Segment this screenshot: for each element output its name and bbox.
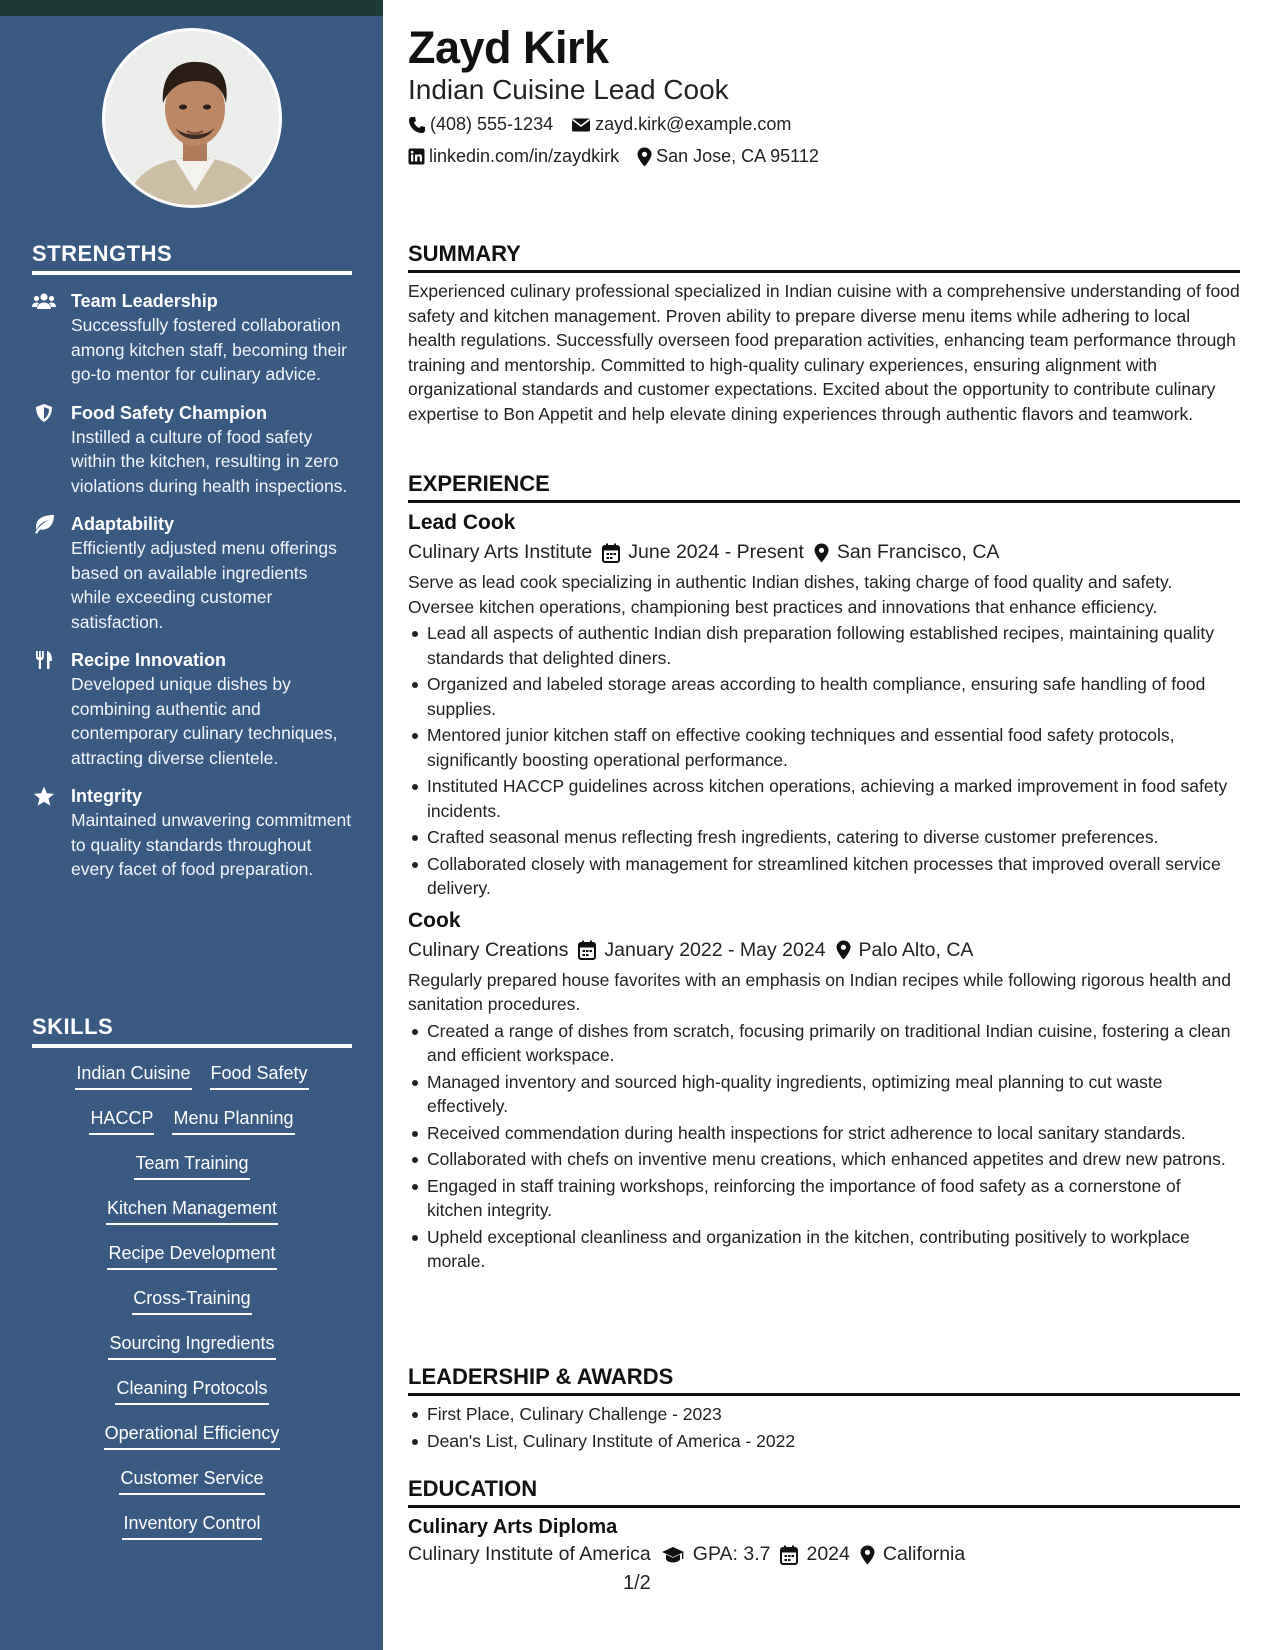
calendar-icon [780, 1545, 798, 1565]
education-year: 2024 [806, 1543, 850, 1565]
strengths-section [32, 241, 352, 882]
strength-description: Instilled a culture of food safety within the kitchen, resulting in zero violations during health inspections. [71, 426, 348, 496]
linkedin-contact [408, 146, 619, 167]
phone-text[interactable]: (408) 555-1234 [430, 114, 554, 134]
job-entry [408, 909, 1240, 1274]
education-year-item [780, 1543, 849, 1566]
education-gpa-item [661, 1543, 771, 1566]
job-bullets [408, 621, 1240, 901]
strength-item [32, 784, 352, 882]
job-company: Culinary Arts Institute [408, 541, 593, 563]
job-location-item [836, 939, 974, 962]
linkedin-text[interactable]: linkedin.com/in/zaydkirk [429, 146, 620, 166]
summary-section [408, 241, 1240, 426]
job-dates-item [578, 939, 825, 962]
skill-tag: Cleaning Protocols [115, 1375, 268, 1405]
skill-tag: Sourcing Ingredients [108, 1330, 275, 1360]
contact-row [408, 114, 791, 135]
candidate-title: Indian Cuisine Lead Cook [408, 74, 729, 105]
summary-text: Experienced culinary professional specialized in Indian cuisine with a comprehensive understanding of food safety and kitchen management. Proven ability to prepare diverse menu items while adhering to local health regulations. Successfully overseen food preparation activities, enhancing team performance through training and mentorship. Committed to high-quality culinary experiences, ensuring alignment with organizational standards and customer expectations. Excited about the opportunity to contribute culinary expertise to Bon Appetit and help elevate dining experiences through authentic flavors and teamwork. [408, 281, 1240, 424]
job-location: Palo Alto, CA [858, 938, 974, 961]
skills-section [32, 1014, 352, 1555]
job-dates: January 2022 - May 2024 [604, 938, 826, 961]
awards-heading: LEADERSHIP & AWARDS [408, 1364, 1240, 1396]
skill-tag: Kitchen Management [106, 1195, 278, 1225]
location-text: San Jose, CA 95112 [656, 146, 819, 166]
strength-description: Efficiently adjusted menu offerings based on available ingredients while exceeding customer satisfaction. [71, 538, 337, 632]
strength-item [32, 401, 352, 499]
job-role: Cook [408, 908, 461, 932]
job-meta [408, 541, 1240, 564]
job-location: San Francisco, CA [836, 541, 1000, 563]
skill-tag: Food Safety [210, 1060, 309, 1090]
strength-item [32, 648, 352, 770]
calendar-icon [578, 940, 596, 960]
skill-tag: HACCP [89, 1105, 154, 1135]
map-pin-icon [860, 1545, 875, 1565]
job-bullet: Crafted seasonal menus reflecting fresh ingredients, catering to diverse customer preferences. [408, 825, 1240, 850]
job-bullet: Engaged in staff training workshops, reinforcing the importance of food safety as a cornerstone of kitchen integrity. [408, 1174, 1240, 1223]
location-contact [637, 146, 819, 167]
job-role: Lead Cook [408, 511, 516, 534]
sidebar [0, 0, 383, 1650]
utensils-icon [32, 649, 56, 671]
strength-item [32, 512, 352, 634]
education-heading: EDUCATION [408, 1476, 1240, 1508]
job-meta [408, 939, 1240, 962]
job-bullet: Managed inventory and sourced high-quality ingredients, optimizing meal planning to cut waste effectively. [408, 1070, 1240, 1119]
phone-icon [408, 116, 426, 134]
education-school: Culinary Institute of America [408, 1543, 651, 1565]
skill-tag: Menu Planning [172, 1105, 294, 1135]
job-description: Serve as lead cook specializing in authentic Indian dishes, taking charge of food quality and safety. Oversee kitchen operations, championing best practices and innovations that enhance efficiency. [408, 572, 1173, 617]
skill-tag: Cross-Training [132, 1285, 251, 1315]
map-pin-icon [836, 940, 851, 960]
strength-title: Adaptability [71, 514, 175, 534]
job-bullet: Created a range of dishes from scratch, focusing primarily on traditional Indian cuisine, fostering a clean and efficient workspace. [408, 1019, 1240, 1068]
strengths-heading: STRENGTHS [32, 241, 352, 275]
job-bullet: Received commendation during health inspections for strict adherence to local sanitary standards. [408, 1121, 1240, 1146]
sidebar-top-bar [0, 0, 383, 16]
strength-description: Maintained unwavering commitment to quality standards throughout every facet of food preparation. [71, 810, 352, 879]
skills-list [32, 1060, 352, 1555]
job-entry [408, 511, 1240, 901]
summary-heading: SUMMARY [408, 241, 1240, 273]
job-bullet: Collaborated with chefs on inventive menu creations, which enhanced appetites and drew new patrons. [408, 1147, 1240, 1172]
users-icon [32, 290, 56, 312]
skills-heading: SKILLS [32, 1014, 352, 1048]
skill-tag: Team Training [134, 1150, 249, 1180]
strength-title: Integrity [71, 786, 143, 806]
awards-list [408, 1402, 1240, 1453]
education-degree: Culinary Arts Diploma [408, 1516, 618, 1538]
job-company: Culinary Creations [408, 938, 569, 961]
skill-tag: Operational Efficiency [104, 1420, 281, 1450]
job-bullets [408, 1019, 1240, 1274]
page-number: 1/2 [623, 1572, 651, 1594]
skill-tag: Indian Cuisine [75, 1060, 191, 1090]
strength-title: Team Leadership [71, 291, 218, 311]
job-location-item [814, 541, 1000, 564]
job-bullet: Upheld exceptional cleanliness and organization in the kitchen, contributing positively to workplace morale. [408, 1225, 1240, 1274]
email-text[interactable]: zayd.kirk@example.com [595, 114, 792, 134]
award-item: Dean's List, Culinary Institute of America - 2022 [408, 1429, 1240, 1454]
job-bullet: Organized and labeled storage areas according to health compliance, ensuring safe handling of food supplies. [408, 672, 1240, 721]
education-location: California [882, 1543, 966, 1565]
awards-section [408, 1364, 1240, 1453]
award-item: First Place, Culinary Challenge - 2023 [408, 1402, 1240, 1427]
strength-description: Developed unique dishes by combining authentic and contemporary culinary techniques, attracting diverse clientele. [71, 674, 338, 768]
contact-row-2 [408, 146, 819, 167]
linkedin-icon [408, 148, 425, 165]
job-bullet: Lead all aspects of authentic Indian dish preparation following established recipes, maintaining quality standards that delighted diners. [408, 621, 1240, 670]
graduation-cap-icon [661, 1546, 685, 1564]
envelope-icon [571, 117, 591, 133]
leaf-icon [32, 513, 56, 535]
phone-contact [408, 114, 553, 135]
shield-icon [32, 402, 56, 424]
education-gpa: GPA: 3.7 [692, 1543, 771, 1565]
job-bullet: Instituted HACCP guidelines across kitchen operations, achieving a marked improvement in food safety incidents. [408, 774, 1240, 823]
candidate-name: Zayd Kirk [408, 22, 609, 73]
email-contact [571, 114, 791, 135]
calendar-icon [602, 543, 620, 563]
avatar [102, 28, 282, 208]
skill-tag: Customer Service [119, 1465, 264, 1495]
education-meta [408, 1543, 1240, 1566]
job-description: Regularly prepared house favorites with an emphasis on Indian recipes while following rigorous health and sanitation procedures. [408, 969, 1231, 1014]
experience-heading: EXPERIENCE [408, 471, 1240, 503]
education-location-item [860, 1543, 965, 1566]
map-pin-icon [814, 543, 829, 563]
strength-item [32, 289, 352, 387]
strength-description: Successfully fostered collaboration among kitchen staff, becoming their go-to mentor for culinary advice. [71, 315, 347, 384]
job-bullet: Collaborated closely with management for streamlined kitchen processes that improved overall service delivery. [408, 852, 1240, 901]
job-dates: June 2024 - Present [628, 541, 804, 563]
education-section [408, 1476, 1240, 1566]
job-dates-item [602, 541, 804, 564]
map-pin-icon [637, 147, 652, 167]
experience-section [408, 471, 1240, 1274]
skill-tag: Inventory Control [122, 1510, 261, 1540]
star-icon [32, 785, 56, 807]
job-bullet: Mentored junior kitchen staff on effective cooking techniques and essential food safety protocols, significantly boosting operational performance. [408, 723, 1240, 772]
strength-title: Recipe Innovation [71, 650, 227, 670]
skill-tag: Recipe Development [107, 1240, 276, 1270]
strength-title: Food Safety Champion [71, 402, 268, 423]
